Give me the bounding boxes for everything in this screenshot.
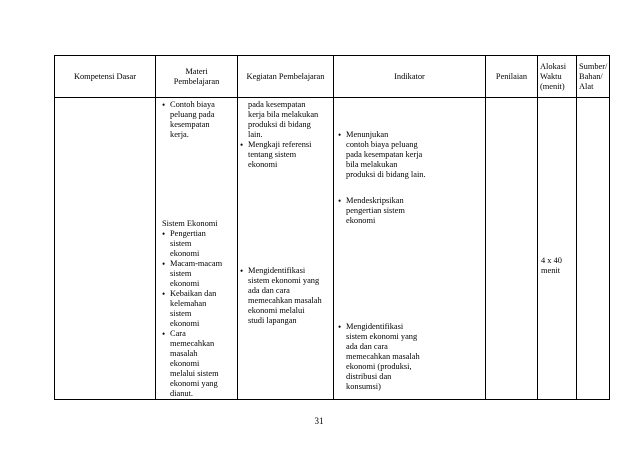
penilaian-cell bbox=[486, 98, 538, 400]
body-row bbox=[55, 98, 610, 400]
indikator-item: • Mendeskripsikan pengertian sistem ekonomi bbox=[336, 196, 485, 226]
header-penilaian: Penilaian bbox=[486, 56, 538, 98]
page-number: 31 bbox=[314, 416, 324, 426]
header-indikator: Indikator bbox=[334, 56, 486, 98]
indikator-item: • Menunjukan contoh biaya peluang pada kesempatan kerja bila melakukan produksi di bidang lain. bbox=[336, 130, 485, 180]
materi-section-title: Sistem Ekonomi bbox=[162, 219, 218, 228]
materi-item: • Cara memecahkan masalah ekonomi melalui sistem ekonomi yang dianut. bbox=[160, 329, 237, 399]
materi-item: • Pengertian sistem ekonomi bbox=[160, 229, 237, 259]
header-alokasi-waktu: Alokasi Waktu (menit) bbox=[538, 56, 577, 98]
header-row bbox=[55, 56, 610, 98]
materi-item: • Macam-macam sistem ekonomi bbox=[160, 259, 237, 289]
header-sumber-bahan-alat: Sumber/ Bahan/ Alat bbox=[577, 56, 610, 98]
header-materi-pembelajaran: Materi Pembelajaran bbox=[156, 56, 238, 98]
materi-item: • Kebaikan dan kelemahan sistem ekonomi bbox=[160, 289, 237, 329]
alokasi-value: 4 x 40 menit bbox=[541, 256, 562, 275]
alokasi-cell bbox=[538, 98, 577, 400]
kegiatan-item: • Mengidentifikasi sistem ekonomi yang ada dan cara memecahkan masalah ekonomi melalui studi lapangan bbox=[238, 266, 333, 326]
materi-cell bbox=[156, 98, 238, 400]
header-kompetensi-dasar: Kompetensi Dasar bbox=[55, 56, 156, 98]
syllabus-table bbox=[54, 55, 610, 400]
kegiatan-cell bbox=[238, 98, 334, 400]
indikator-cell bbox=[334, 98, 486, 400]
kegiatan-continued-text: pada kesempatan kerja bila melakukan produksi di bidang lain. bbox=[248, 100, 319, 139]
kompetensi-dasar-cell bbox=[55, 98, 156, 400]
kegiatan-item: • Mengkaji referensi tentang sistem ekonomi bbox=[238, 140, 333, 170]
materi-item: • Contoh biaya peluang pada kesempatan kerja. bbox=[160, 100, 237, 140]
sumber-cell bbox=[577, 98, 610, 400]
header-kegiatan-pembelajaran: Kegiatan Pembelajaran bbox=[238, 56, 334, 98]
indikator-item: • Mengidentifikasi sistem ekonomi yang ada dan cara memecahkan masalah ekonomi (produksi, distribusi dan konsumsi) bbox=[336, 322, 485, 392]
